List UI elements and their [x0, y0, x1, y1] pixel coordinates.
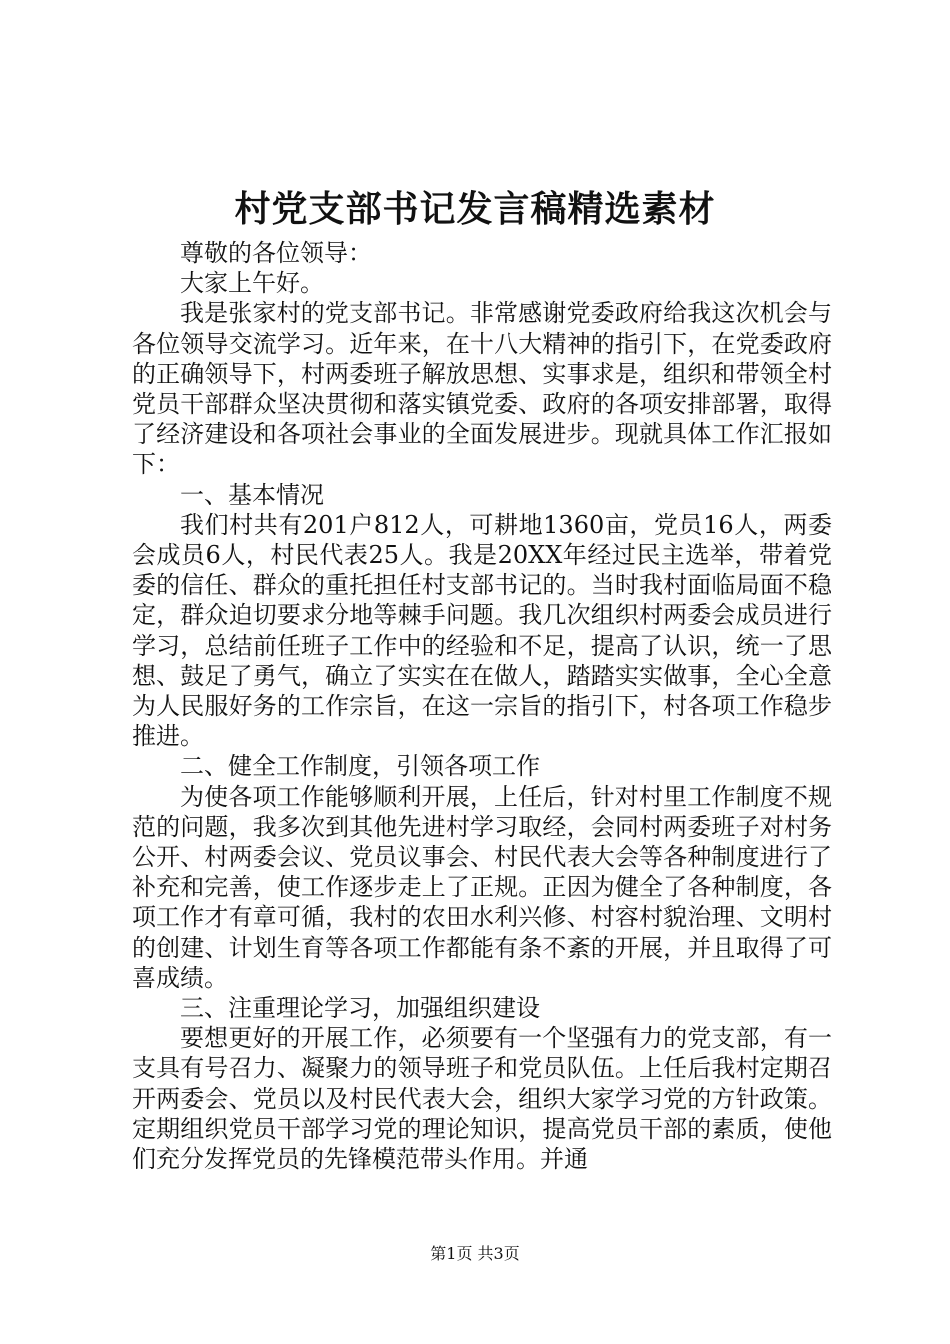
document-body	[132, 238, 832, 1174]
page-footer: 第1页 共3页	[430, 1244, 520, 1263]
section-heading-3: 三、注重理论学习，加强组织建设	[180, 994, 540, 1023]
paragraph-section-2: 为使各项工作能够顺利开展，上任后，针对村里工作制度不规范的问题，我多次到其他先进村学习取经，会同村两委班子对村务公开、村两委会议、党员议事会、村民代表大会等各种制度进行了补充和完善，使工作逐步走上了正规。正因为健全了各种制度，各项工作才有章可循，我村的农田水利兴修、村容村貌治理、文明村的创建、计划生育等各项工作都能有条不紊的开展，并且取得了可喜成绩。	[132, 782, 832, 992]
section-heading-1: 一、基本情况	[180, 480, 324, 509]
paragraph-greeting: 大家上午好。	[180, 269, 324, 298]
paragraph-section-3: 要想更好的开展工作，必须要有一个坚强有力的党支部，有一支具有号召力、凝聚力的领导班子和党员队伍。上任后我村定期召开两委会、党员以及村民代表大会，组织大家学习党的方针政策。定期组织党员干部学习党的理论知识，提高党员干部的素质，使他们充分发挥党员的先锋模范带头作用。并通	[132, 1024, 832, 1174]
paragraph-intro: 我是张家村的党支部书记。非常感谢党委政府给我这次机会与各位领导交流学习。近年来，在十八大精神的指引下，在党委政府的正确领导下，村两委班子解放思想、实事求是，组织和带领全村党员干部群众坚决贯彻和落实镇党委、政府的各项安排部署，取得了经济建设和各项社会事业的全面发展进步。现就具体工作汇报如下：	[132, 299, 832, 479]
section-heading-2: 二、健全工作制度，引领各项工作	[180, 752, 540, 781]
paragraph-section-1: 我们村共有201户812人，可耕地1360亩，党员16人，两委会成员6人，村民代表25人。我是20XX年经过民主选举，带着党委的信任、群众的重托担任村支部书记的。当时我村面临局面不稳定，群众迫切要求分地等棘手问题。我几次组织村两委会成员进行学习，总结前任班子工作中的经验和不足，提高了认识，统一了思想、鼓足了勇气，确立了实实在在做人，踏踏实实做事，全心全意为人民服好务的工作宗旨，在这一宗旨的指引下，村各项工作稳步推进。	[132, 510, 832, 751]
document-title: 村党支部书记发言稿精选素材	[234, 188, 716, 230]
paragraph-salutation: 尊敬的各位领导：	[180, 239, 372, 267]
